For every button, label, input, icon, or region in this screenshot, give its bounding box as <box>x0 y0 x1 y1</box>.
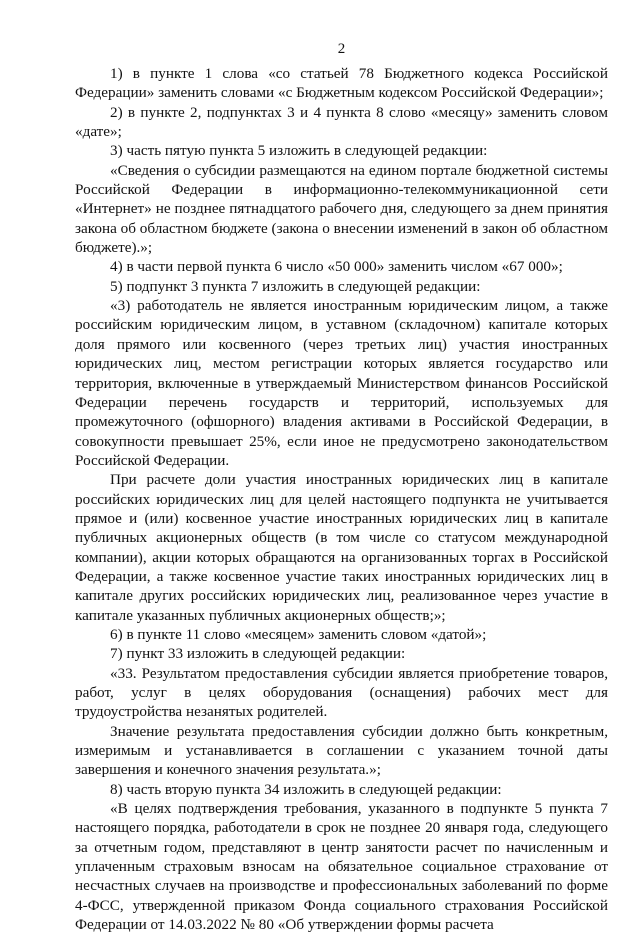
paragraph-item-2: 2) в пункте 2, подпунктах 3 и 4 пункта 8 слово «месяцу» заменить словом «дате»; <box>75 103 608 141</box>
page-number: 2 <box>337 41 346 57</box>
paragraph-quote-info: «Сведения о субсидии размещаются на едином портале бюджетной системы Российской Федерации в информационно-телекоммуникационной сети «Интернет» не позднее пятнадцатого рабочего дня, следующего за днем принятия закона об областном бюджете (закона о внесении изменений в закон об областном бюджете).»; <box>75 161 608 257</box>
paragraph-quote-subitem-3: «3) работодатель не является иностранным юридическим лицом, а также российским юридическим лицом, в уставном (складочном) капитале которых доля прямого или косвенного (через третьих лиц) участия иностранных юридических лиц, местом регистрации которых является государство или территория, включенные в утверждаемый Министерством финансов Российской Федерации перечень государств и территорий, используемых для промежуточного (офшорного) владения активами в Российской Федерации, в совокупности превышает 25%, если иное не предусмотрено законодательством Российской Федерации. <box>75 297 608 469</box>
paragraph-item-8: 8) часть вторую пункта 34 изложить в следующей редакции: <box>110 780 502 798</box>
paragraph-item-5: 5) подпункт 3 пункта 7 изложить в следующей редакции: <box>110 277 481 295</box>
paragraph-result-value: Значение результата предоставления субсидии должно быть конкретным, измеримым и устанавливается в соглашении с указанием точной даты завершения и конечного значения результата.»; <box>75 722 608 779</box>
paragraph-quote-item-33: «33. Результатом предоставления субсидии является приобретение товаров, работ, услуг в целях оборудования (оснащения) рабочих мест для трудоустройства незанятых родителей. <box>75 664 608 721</box>
paragraph-item-7: 7) пункт 33 изложить в следующей редакции: <box>110 645 406 663</box>
paragraph-item-6: 6) в пункте 11 слово «месяцем» заменить словом «датой»; <box>110 625 487 643</box>
paragraph-quote-item-34: «В целях подтверждения требования, указанного в подпункте 5 пункта 7 настоящего порядка, работодатели в срок не позднее 20 января года, следующего за отчетным годом, представляют в центр занятости расчет по начисленным и уплаченным страховым взносам на обязательное социальное страхование от несчастных случаев на производстве и профессиональных заболеваний по форме 4-ФСС, утвержденной приказом Фонда социального страхования Российской Федерации от 14.03.2022 № 80 «Об утверждении формы расчета <box>75 800 608 934</box>
paragraph-share-calculation: При расчете доли участия иностранных юридических лиц в капитале российских юридических лиц для целей настоящего подпункта не учитывается прямое и (или) косвенное участие иностранных юридических лиц в капитале публичных акционерных обществ (в том числе со статусом международной компании), акции которых обращаются на организованных торгах в Российской Федерации, а также косвенное участие таких иностранных юридических лиц в капитале других российских юридических лиц, реализованное через участие в капитале указанных публичных акционерных обществ;»; <box>75 471 608 624</box>
paragraph-item-3: 3) часть пятую пункта 5 изложить в следующей редакции: <box>110 142 488 160</box>
paragraph-item-1: 1) в пункте 1 слова «со статьей 78 Бюджетного кодекса Российской Федерации» заменить словами «с Бюджетным кодексом Российской Федерации»; <box>75 65 608 102</box>
paragraph-item-4: 4) в части первой пункта 6 число «50 000» заменить числом «67 000»; <box>110 258 563 276</box>
